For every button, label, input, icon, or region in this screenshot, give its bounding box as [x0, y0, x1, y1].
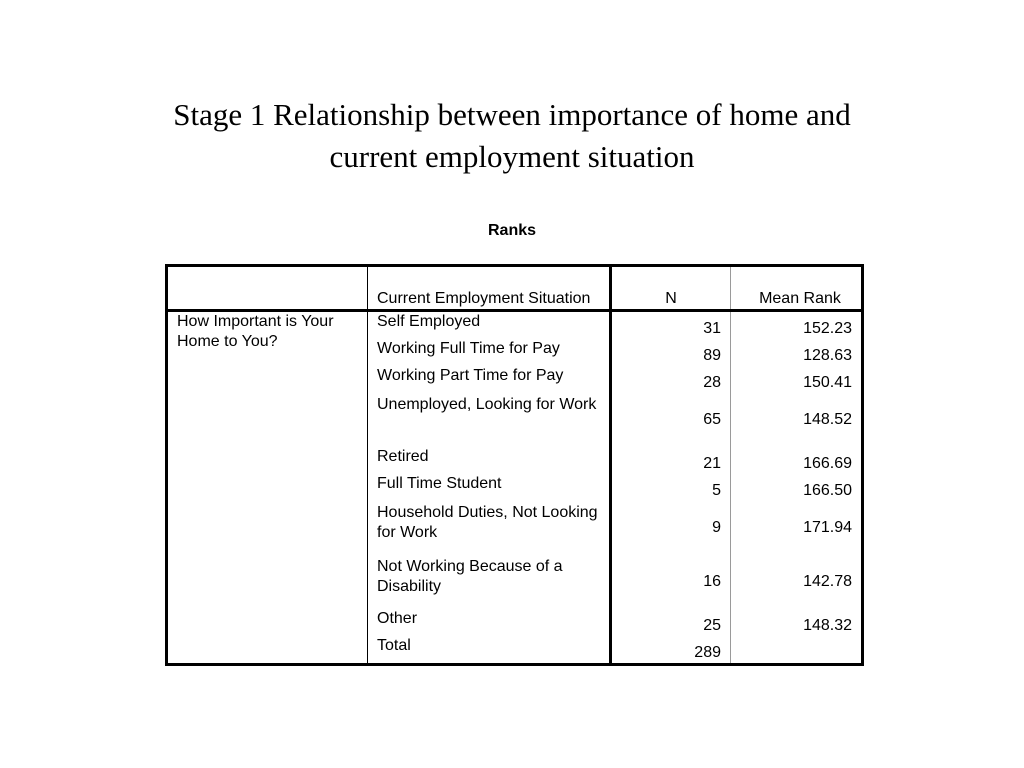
n-cell: 89: [611, 339, 731, 366]
mean-rank-cell: 166.69: [731, 447, 863, 474]
n-cell: 21: [611, 447, 731, 474]
header-category: Current Employment Situation: [368, 266, 611, 311]
category-cell: Total: [368, 636, 611, 665]
category-cell: Household Duties, Not Looking for Work: [368, 501, 611, 555]
category-cell: Other: [368, 609, 611, 636]
header-mean-rank: Mean Rank: [731, 266, 863, 311]
category-cell: Full Time Student: [368, 474, 611, 501]
header-n: N: [611, 266, 731, 311]
header-variable-cell: [167, 266, 368, 311]
mean-rank-cell: 171.94: [731, 501, 863, 555]
mean-rank-cell: 142.78: [731, 555, 863, 609]
category-cell: Not Working Because of a Disability: [368, 555, 611, 609]
mean-rank-cell: 166.50: [731, 474, 863, 501]
slide-title-line-1: Stage 1 Relationship between importance of home and: [173, 97, 851, 132]
n-cell: 31: [611, 311, 731, 340]
category-cell: Working Part Time for Pay: [368, 366, 611, 393]
table-caption: Ranks: [487, 222, 537, 239]
header-row: [167, 266, 863, 311]
mean-rank-cell: 148.32: [731, 609, 863, 636]
ranks-table: [165, 264, 864, 666]
category-cell: Unemployed, Looking for Work: [368, 393, 611, 447]
slide-title: [0, 94, 1024, 178]
category-cell: Self Employed: [368, 311, 611, 340]
n-cell: 5: [611, 474, 731, 501]
mean-rank-cell: 152.23: [731, 311, 863, 340]
variable-label: How Important is Your Home to You?: [177, 313, 334, 350]
n-cell: 28: [611, 366, 731, 393]
n-cell: 25: [611, 609, 731, 636]
category-cell: Working Full Time for Pay: [368, 339, 611, 366]
slide-title-line-2: current employment situation: [329, 139, 695, 174]
mean-rank-cell: 128.63: [731, 339, 863, 366]
table-row: [167, 311, 863, 340]
n-cell: 289: [611, 636, 731, 665]
n-cell: 16: [611, 555, 731, 609]
category-cell: Retired: [368, 447, 611, 474]
n-cell: 9: [611, 501, 731, 555]
variable-cell: [167, 311, 368, 665]
mean-rank-cell: 148.52: [731, 393, 863, 447]
n-cell: 65: [611, 393, 731, 447]
mean-rank-cell: 150.41: [731, 366, 863, 393]
mean-rank-cell: [731, 636, 863, 665]
